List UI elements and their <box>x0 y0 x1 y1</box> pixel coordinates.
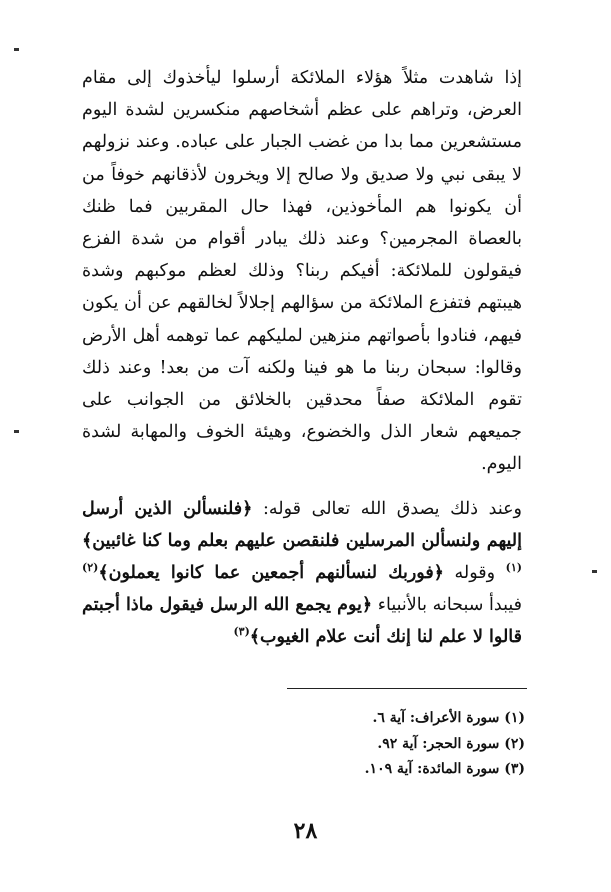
margin-mark <box>14 430 19 433</box>
footnote-1: (١) سورة الأعراف: آية ٦. <box>372 710 525 726</box>
paragraph-2 <box>82 493 522 654</box>
margin-mark <box>14 48 19 51</box>
main-text <box>82 62 522 654</box>
page-number: ٢٨ <box>293 818 318 844</box>
quran-verse-1: ﴿فلنسألن الذين أرسل إليهم ولنسألن المرسلين فلنقصن عليهم بعلم وما كنا غائبين﴾ <box>82 498 522 551</box>
footnotes <box>225 706 525 783</box>
footnote-ref-2: (٢) <box>82 561 99 575</box>
footnote-ref-3: (٣) <box>233 625 250 639</box>
footnote-3: (٣) سورة المائدة: آية ١٠٩. <box>364 761 525 777</box>
footnote-2: (٢) سورة الحجر: آية ٩٢. <box>377 735 525 752</box>
quran-verse-2: ﴿فوربك لنسألنهم أجمعين عما كانوا يعملون﴾ <box>98 563 444 584</box>
footnote-ref-1: (١) <box>505 561 522 575</box>
paragraph-2-intro: وعند ذلك يصدق الله تعالى قوله: <box>252 498 523 519</box>
margin-mark <box>592 570 597 573</box>
footnote-divider <box>287 688 527 689</box>
paragraph-2-connector-1: وقوله <box>443 563 506 584</box>
paragraph-1: إذا شاهدت مثلاً هؤلاء الملائكة أرسلوا ليأخذوك إلى مقام العرض، وتراهم على عظم أشخاصهم منكسرين لشدة اليوم مستشعرين مما بدا من غضب الجبار على عباده. وعند نزولهم لا يبقى نبي ولا صديق ولا صالح إلا ويخرون لأذقانهم خوفاً من أن يكونوا هم المأخوذين، فهذا حال المقربين فما ظنك بالعصاة المجرمين؟ وعند ذلك يبادر أقوام من شدة الفزع فيقولون للملائكة: أفيكم ربنا؟ وذلك لعظم موكبهم وشدة هيبتهم فتفزع الملائكة من سؤالهم إجلالاً لخالقهم عن أن يكون فيهم، فنادوا بأصواتهم منزهين لمليكهم عما توهمه أهل الأرض وقالوا: سبحان ربنا ما هو فينا ولكنه آت من بعد! وعند ذلك تقوم الملائكة صفاً محدقين بالخلائق من الجوانب على جميعهم شعار الذل والخضوع، وهيئة الخوف والمهابة لشدة اليوم. <box>82 68 522 475</box>
paragraph-2-connector-2: فيبدأ سبحانه بالأنبياء <box>372 595 522 616</box>
quran-verse-3: ﴿يوم يجمع الله الرسل فيقول ماذا أجبتم قالوا لا علم لنا إنك أنت علام الغيوب﴾ <box>82 595 522 648</box>
